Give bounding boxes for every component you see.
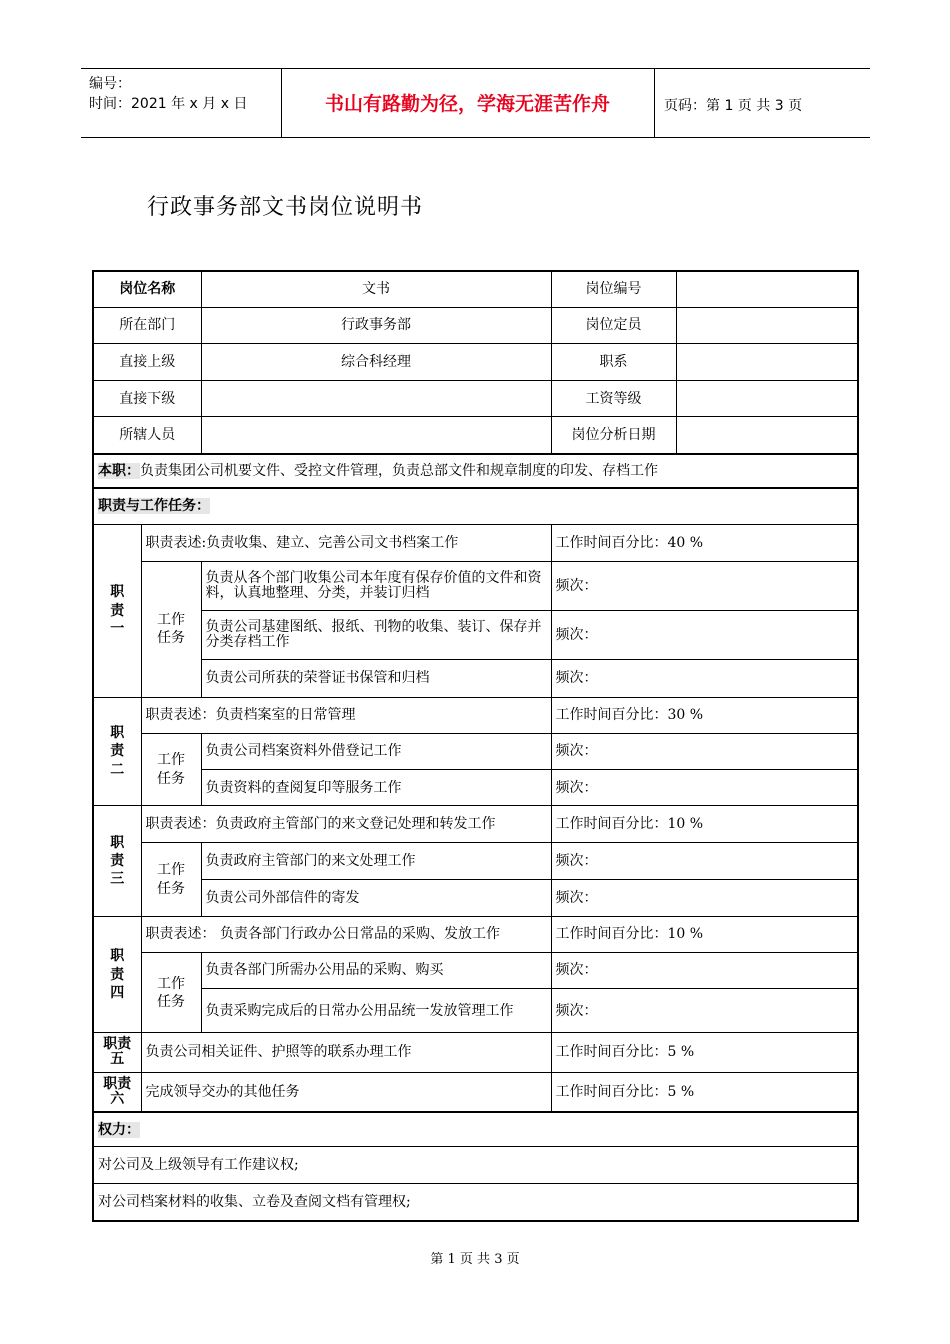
duty-3-statement: 职责表述：负责政府主管部门的来文登记处理和转发工作 [141, 806, 551, 843]
duty-summary-text: 负责集团公司机要文件、受控文件管理，负责总部文件和规章制度的印发、存档工作 [140, 462, 658, 479]
department-value: 行政事务部 [201, 307, 551, 343]
position-name-value: 文书 [201, 271, 551, 307]
duty-4-percent: 工作时间百分比：10 % [551, 916, 858, 952]
department-label: 所在部门 [93, 307, 201, 343]
duty-1-name: 职责一 [110, 584, 125, 637]
authority-heading-row [93, 1112, 858, 1146]
duties-heading-row [93, 488, 858, 524]
duty-summary-row [93, 454, 858, 488]
duty-1-task-1: 负责从各个部门收集公司本年度有保存价值的文件和资料，认真地整理、分类，并装订归档 [201, 561, 551, 610]
position-code-label: 岗位编号 [551, 271, 676, 307]
duty-4-title [93, 916, 141, 1033]
duty-3-work-tasks-label [141, 843, 201, 916]
authority-heading: 权力： [98, 1121, 140, 1138]
position-code-value [676, 271, 858, 307]
duty-2-statement: 职责表述：负责档案室的日常管理 [141, 697, 551, 733]
duty-4-task-1: 负责各部门所需办公用品的采购、购买 [201, 952, 551, 988]
staff-value [201, 417, 551, 454]
duty-1-title [93, 524, 141, 697]
duty-4-task-1-freq: 频次： [551, 952, 858, 988]
duty-3-task-1: 负责政府主管部门的来文处理工作 [201, 843, 551, 879]
duty-2-task-2-freq: 频次： [551, 770, 858, 806]
subordinate-label: 直接下级 [93, 381, 201, 417]
staff-label: 所辖人员 [93, 417, 201, 454]
work-tasks-label: 工作任务 [157, 612, 185, 647]
duty-1-task-3: 负责公司所获的荣誉证书保管和归档 [201, 660, 551, 697]
duty-2-name: 职责二 [110, 725, 125, 778]
duty-6-statement: 完成领导交办的其他任务 [141, 1072, 551, 1112]
duty-1-task-2: 负责公司基建图纸、报纸、刊物的收集、装订、保存并分类存档工作 [201, 611, 551, 660]
duty-2-percent: 工作时间百分比：30 % [551, 697, 858, 733]
duty-1-work-tasks-label [141, 561, 201, 697]
superior-value: 综合科经理 [201, 343, 551, 380]
document-number-label: 编号： [89, 76, 131, 92]
duty-2-task-1-freq: 频次： [551, 733, 858, 769]
document-time-label: 时间：2021 年 x 月 x 日 [89, 96, 248, 112]
work-tasks-label: 工作任务 [157, 975, 185, 1010]
job-description-table [92, 270, 859, 1222]
duty-6-name: 职责六 [103, 1075, 132, 1107]
duty-6-title [93, 1072, 141, 1112]
duty-1-statement: 职责表述:负责收集、建立、完善公司文书档案工作 [141, 524, 551, 561]
job-family-label: 职系 [551, 343, 676, 380]
duty-2-task-1: 负责公司档案资料外借登记工作 [201, 733, 551, 769]
duty-2-title [93, 697, 141, 806]
duty-1-task-3-freq: 频次： [551, 660, 858, 697]
duty-1-task-2-freq: 频次： [551, 611, 858, 660]
position-name-label: 岗位名称 [93, 271, 201, 307]
duty-4-work-tasks-label [141, 952, 201, 1032]
duty-3-task-1-freq: 频次： [551, 843, 858, 879]
work-tasks-label: 工作任务 [157, 862, 185, 897]
headcount-value [676, 307, 858, 343]
subordinate-value [201, 381, 551, 417]
duty-5-percent: 工作时间百分比：5 % [551, 1033, 858, 1072]
duty-summary-label: 本职： [98, 462, 140, 479]
analysis-date-value [676, 417, 858, 454]
duty-4-task-2-freq: 频次： [551, 989, 858, 1033]
work-tasks-label: 工作任务 [157, 752, 185, 787]
duty-3-percent: 工作时间百分比：10 % [551, 806, 858, 843]
duty-5-name: 职责五 [103, 1036, 132, 1068]
duty-3-task-2-freq: 频次： [551, 879, 858, 916]
authority-item: 对公司档案材料的收集、立卷及查阅文档有管理权; [93, 1184, 858, 1221]
document-title: 行政事务部文书岗位说明书 [147, 195, 424, 220]
duty-2-task-2: 负责资料的查阅复印等服务工作 [201, 770, 551, 806]
job-family-value [676, 343, 858, 380]
page-footer: 第 1 页 共 3 页 [430, 1252, 520, 1267]
header-divider [654, 69, 655, 137]
duty-2-work-tasks-label [141, 733, 201, 805]
duty-6-percent: 工作时间百分比：5 % [551, 1072, 858, 1112]
duty-5-statement: 负责公司相关证件、护照等的联系办理工作 [141, 1033, 551, 1072]
duty-3-task-2: 负责公司外部信件的寄发 [201, 879, 551, 916]
header-motto: 书山有路勤为径，学海无涯苦作舟 [324, 93, 610, 115]
duty-3-name: 职责三 [110, 834, 125, 888]
duty-1-task-1-freq: 频次： [551, 561, 858, 610]
superior-label: 直接上级 [93, 343, 201, 380]
duty-3-title [93, 806, 141, 917]
salary-grade-value [676, 381, 858, 417]
duty-1-percent: 工作时间百分比：40 % [551, 524, 858, 561]
duty-5-title [93, 1033, 141, 1072]
duty-4-statement: 职责表述： 负责各部门行政办公日常品的采购、发放工作 [141, 916, 551, 952]
header-page-info: 页码：第 1 页 共 3 页 [664, 98, 803, 114]
salary-grade-label: 工资等级 [551, 381, 676, 417]
page-header [81, 68, 870, 138]
duties-heading: 职责与工作任务： [98, 498, 210, 515]
headcount-label: 岗位定员 [551, 307, 676, 343]
duty-4-name: 职责四 [110, 948, 125, 1001]
duty-4-task-2: 负责采购完成后的日常办公用品统一发放管理工作 [201, 989, 551, 1033]
analysis-date-label: 岗位分析日期 [551, 417, 676, 454]
authority-item: 对公司及上级领导有工作建议权; [93, 1146, 858, 1183]
